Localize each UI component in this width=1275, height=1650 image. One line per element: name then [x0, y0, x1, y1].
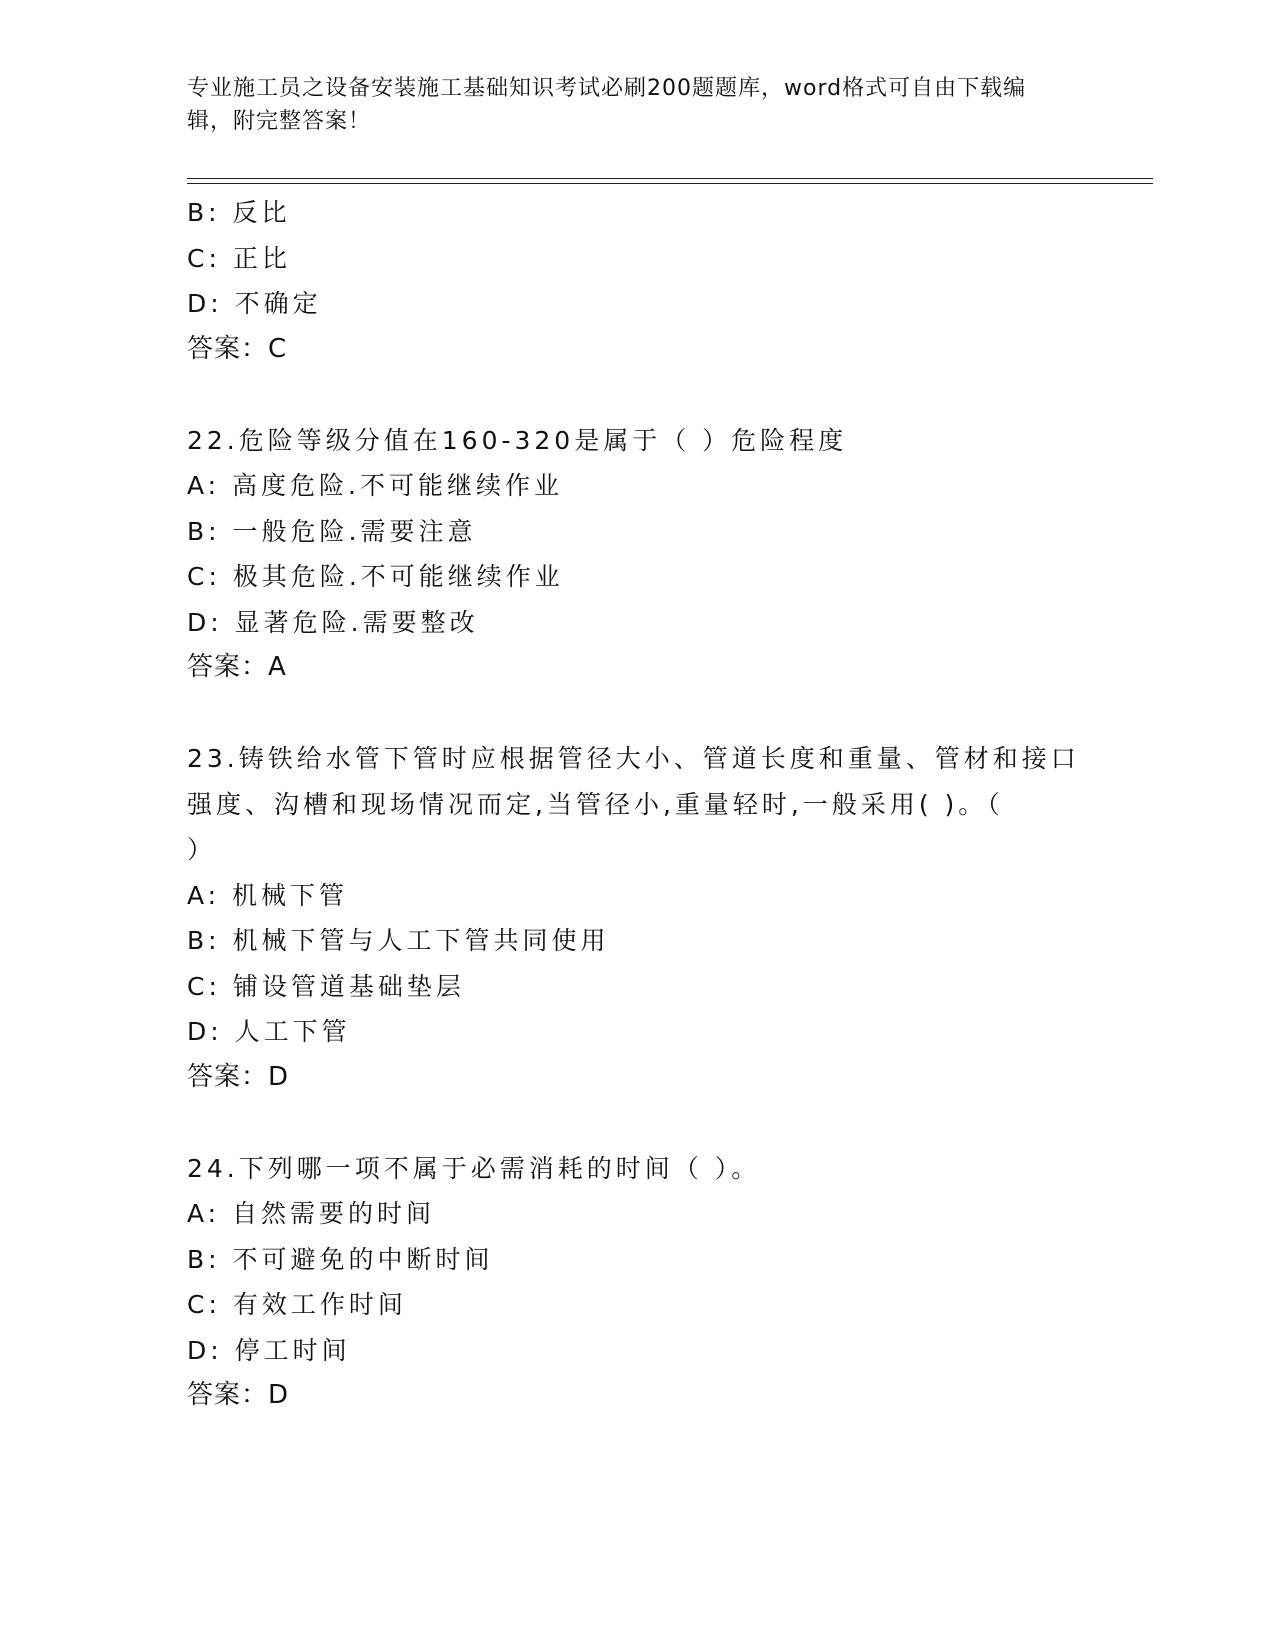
option-c: C: 正比: [187, 243, 291, 273]
answer-line: 答案：C: [187, 333, 288, 364]
question-text-line-3: ）: [187, 835, 217, 864]
document-header: [187, 72, 1067, 138]
option-c: C: 极其危险.不可能继续作业: [187, 562, 564, 591]
option-b: B: 不可避免的中断时间: [187, 1244, 494, 1274]
option-a: A: 高度危险.不可能继续作业: [187, 471, 563, 500]
option-a: A: 机械下管: [187, 880, 349, 910]
question-22: [187, 418, 1087, 691]
answer-line: 答案：A: [187, 652, 287, 682]
header-divider-bottom: [187, 183, 1153, 184]
header-title: 专业施工员之设备安装施工基础知识考试必刷200题题库，word格式可自由下载编辑，附完整答案！: [187, 76, 1027, 134]
option-d: D: 停工时间: [187, 1335, 351, 1365]
option-c: C: 铺设管道基础垫层: [187, 971, 465, 1001]
question-text-line-1: 23.铸铁给水管下管时应根据管径大小、管道长度和重量、管材和接口: [187, 744, 1080, 773]
option-d: D: 不确定: [187, 289, 322, 318]
question-21-tail: [187, 190, 1087, 372]
question-text: 24.下列哪一项不属于必需消耗的时间（ ）。: [187, 1153, 761, 1183]
answer-line: 答案：D: [187, 1380, 290, 1410]
header-divider-top: [187, 178, 1153, 179]
option-c: C: 有效工作时间: [187, 1290, 407, 1319]
question-24: [187, 1146, 1087, 1419]
question-text-line-2: 强度、沟槽和现场情况而定,当管径小,重量轻时,一般采用( )。（: [187, 789, 1004, 819]
answer-line: 答案：D: [187, 1061, 290, 1092]
question-23: [187, 736, 1087, 1100]
option-b: B: 机械下管与人工下管共同使用: [187, 926, 610, 955]
option-b: B: 一般危险.需要注意: [187, 516, 477, 546]
question-text: 22.危险等级分值在160-320是属于（ ）危险程度: [187, 425, 848, 455]
option-b: B: 反比: [187, 198, 291, 227]
question-list: [187, 190, 1087, 1419]
option-d: D: 显著危险.需要整改: [187, 607, 479, 637]
option-d: D: 人工下管: [187, 1017, 351, 1046]
option-a: A: 自然需要的时间: [187, 1199, 436, 1228]
